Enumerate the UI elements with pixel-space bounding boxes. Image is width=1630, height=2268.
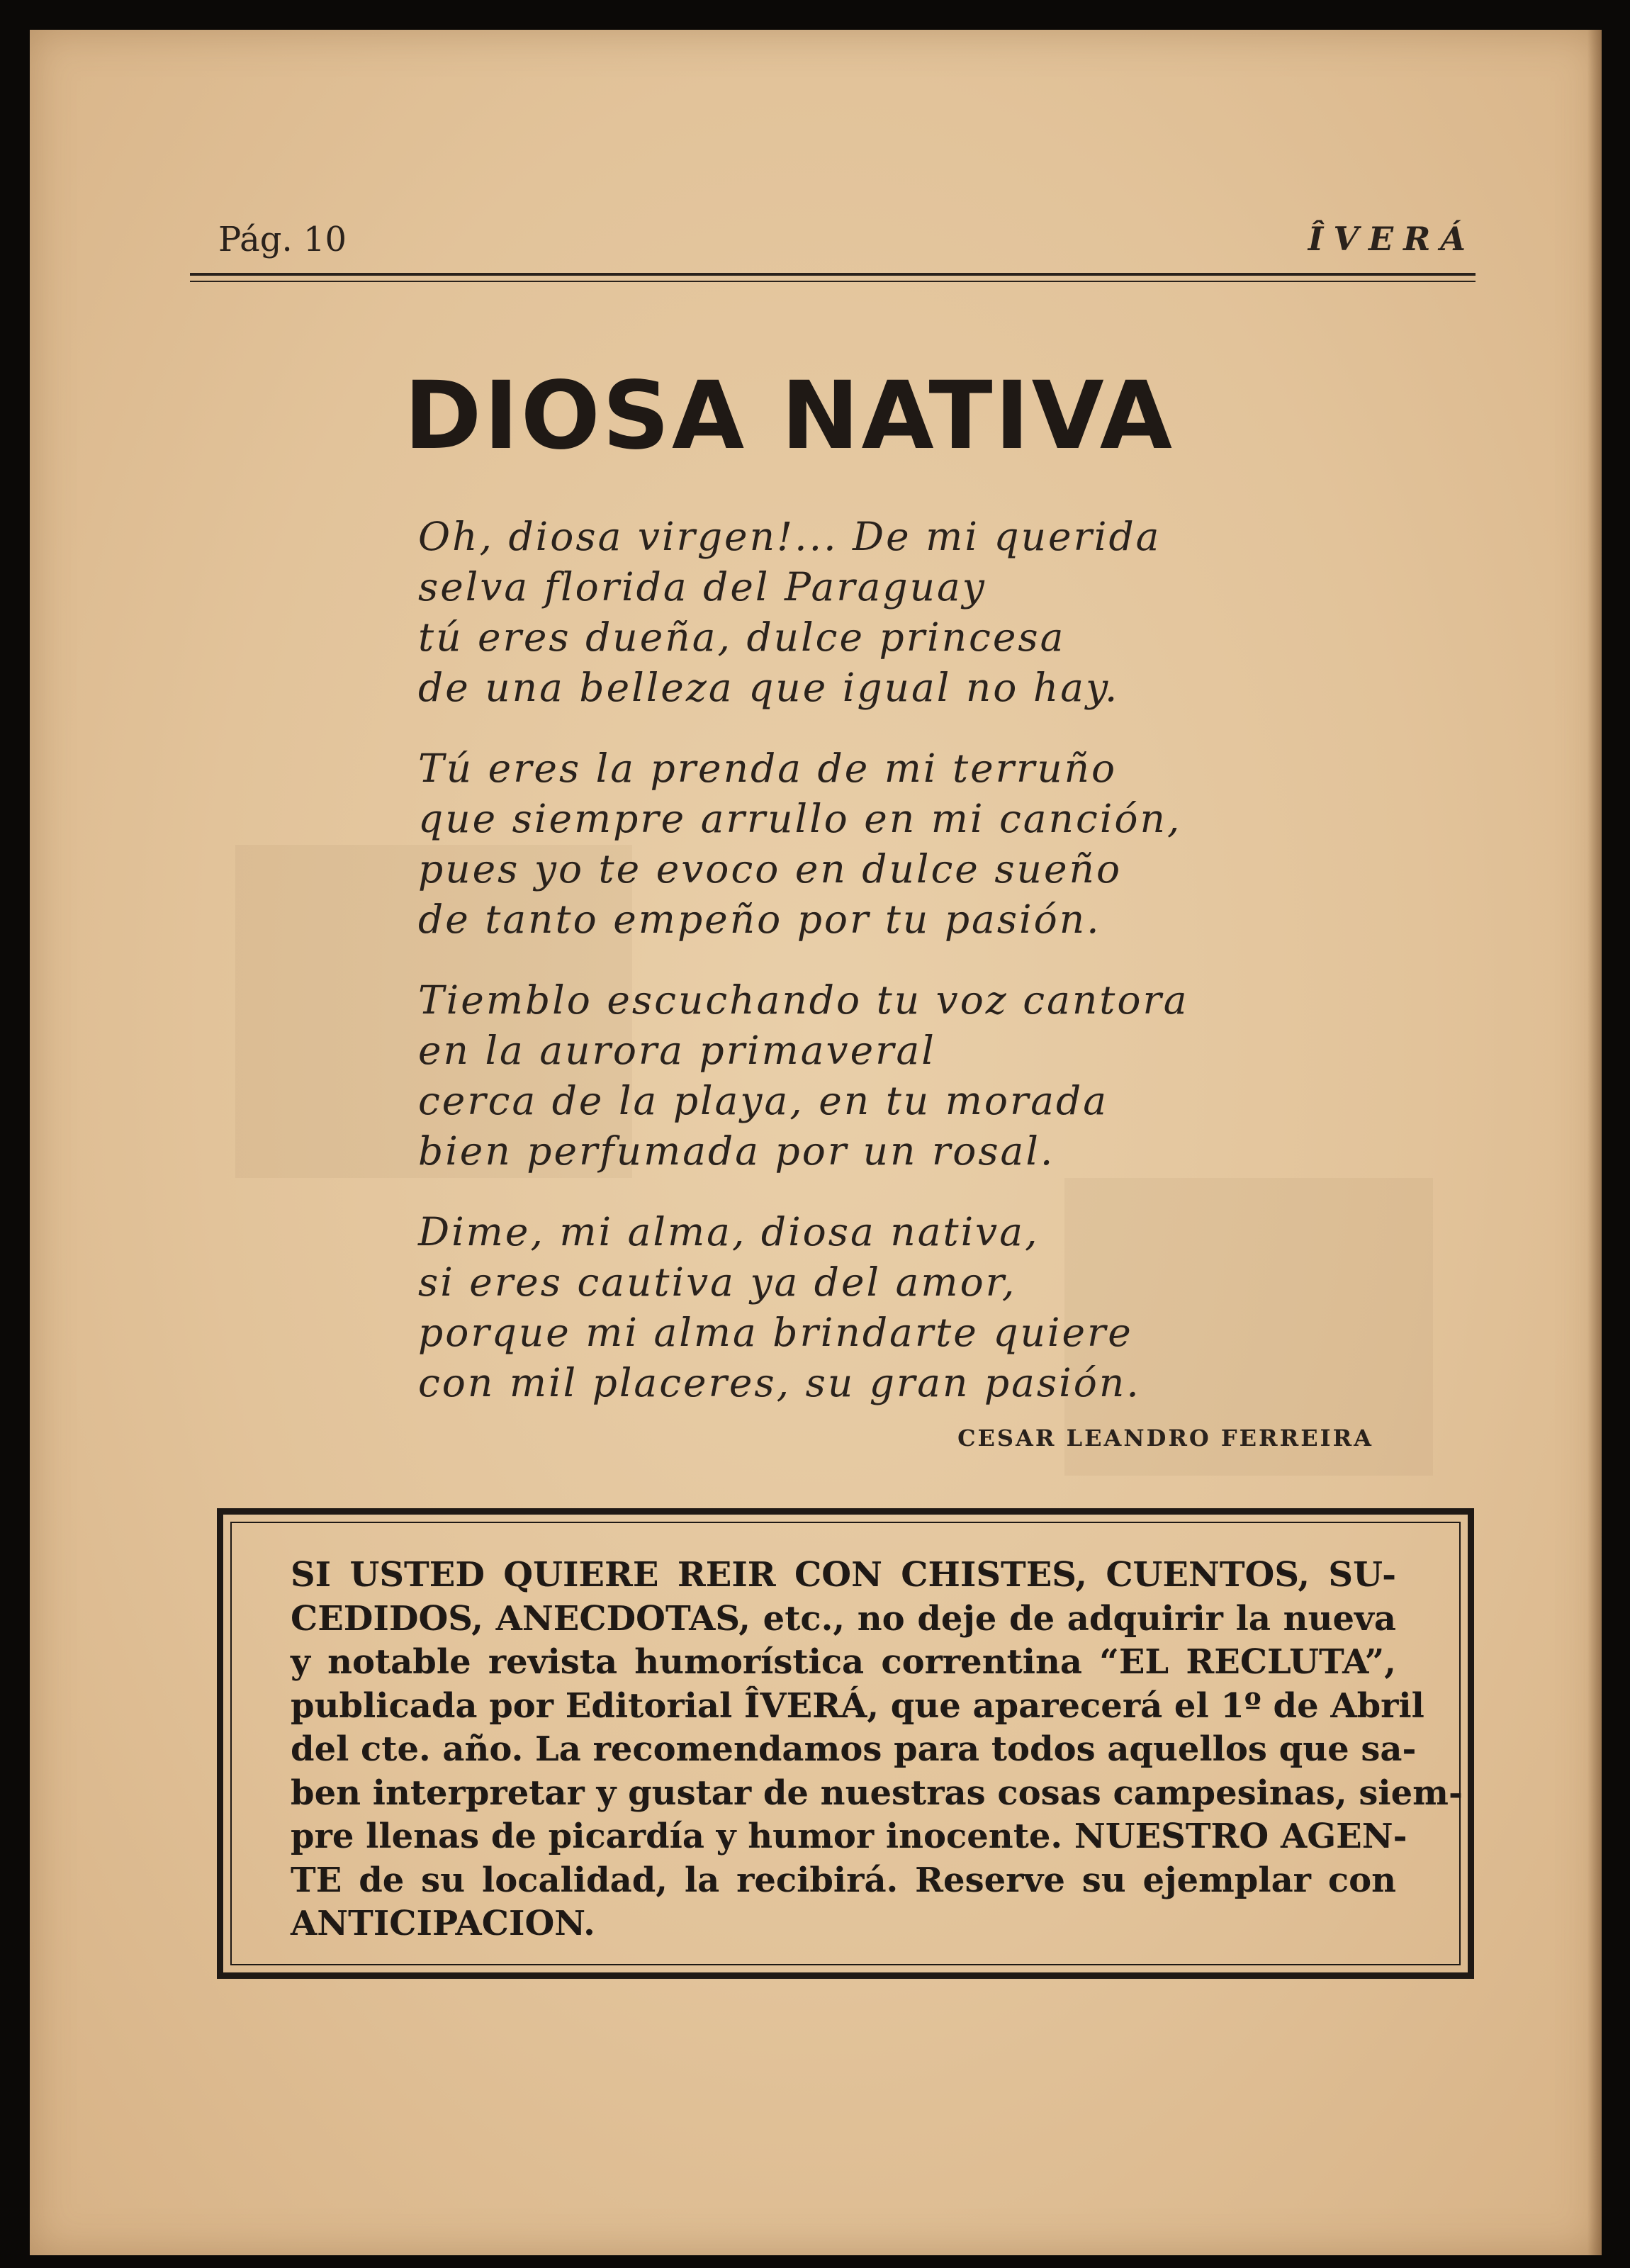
advertisement-text — [291, 1554, 1463, 1946]
poem-verse: cerca de la playa, en tu morada — [418, 1078, 1109, 1123]
poem-verse: si eres cautiva ya del amor, — [418, 1259, 1017, 1305]
magazine-name: ÎVERÁ — [1308, 220, 1476, 258]
poem-verse: tú eres dueña, dulce princesa — [418, 614, 1066, 660]
advertisement-line: ben interpretar y gustar de nuestras cosas campesinas, siem- — [291, 1773, 1463, 1813]
advertisement-line: SI USTED QUIERE REIR CON CHISTES, CUENTOS, SU- — [291, 1555, 1396, 1595]
page-number: Pág. 10 — [218, 220, 347, 259]
poem-verse: Tú eres la prenda de mi terruño — [418, 746, 1118, 791]
poem-stanza — [418, 743, 1339, 945]
advertisement-line: publicada por Editorial ÎVERÁ, que aparecerá el 1º de Abril — [291, 1685, 1424, 1726]
advertisement-line: ANTICIPACION. — [291, 1904, 595, 1943]
poem-verse: con mil placeres, su gran pasión. — [418, 1360, 1141, 1405]
poem-verse: que siempre arrullo en mi canción, — [418, 796, 1182, 841]
poem-author: CESAR LEANDRO FERREIRA — [957, 1425, 1373, 1452]
advertisement-line: del cte. año. La recomendamos para todos aquellos que sa- — [291, 1729, 1417, 1769]
poem-verse: Tiemblo escuchando tu voz cantora — [418, 977, 1189, 1023]
poem-verse: selva florida del Paraguay — [418, 564, 987, 610]
advertisement-line: TE de su localidad, la recibirá. Reserve su ejemplar con — [291, 1860, 1396, 1900]
page-header — [190, 220, 1476, 269]
poem-stanza — [418, 1207, 1339, 1408]
poem-verse: de tanto empeño por tu pasión. — [418, 897, 1101, 942]
advertisement-line: CEDIDOS, ANECDOTAS, etc., no deje de adquirir la nueva — [291, 1598, 1396, 1639]
poem-verse: bien perfumada por un rosal. — [418, 1128, 1055, 1174]
poem-verse: de una belleza que igual no hay. — [418, 665, 1120, 710]
advertisement-line: y notable revista humorística correntina “EL RECLUTA”, — [291, 1642, 1396, 1682]
advertisement-box — [217, 1508, 1474, 1979]
poem-verse: Oh, diosa virgen!... De mi querida — [418, 514, 1162, 559]
poem-verse: pues yo te evoco en dulce sueño — [418, 846, 1123, 892]
poem-verse: Dime, mi alma, diosa nativa, — [418, 1209, 1040, 1254]
poem-title: DIOSA NATIVA — [404, 361, 1174, 471]
page-edge-shadow — [1587, 30, 1602, 2255]
poem-body — [418, 512, 1339, 1439]
poem-verse: porque mi alma brindarte quiere — [418, 1310, 1133, 1355]
poem-stanza — [418, 975, 1339, 1177]
poem-stanza — [418, 512, 1339, 713]
advertisement-line: pre llenas de picardía y humor inocente. NUESTRO AGEN- — [291, 1817, 1407, 1856]
header-rule — [190, 273, 1476, 282]
poem-verse: en la aurora primaveral — [418, 1028, 936, 1073]
